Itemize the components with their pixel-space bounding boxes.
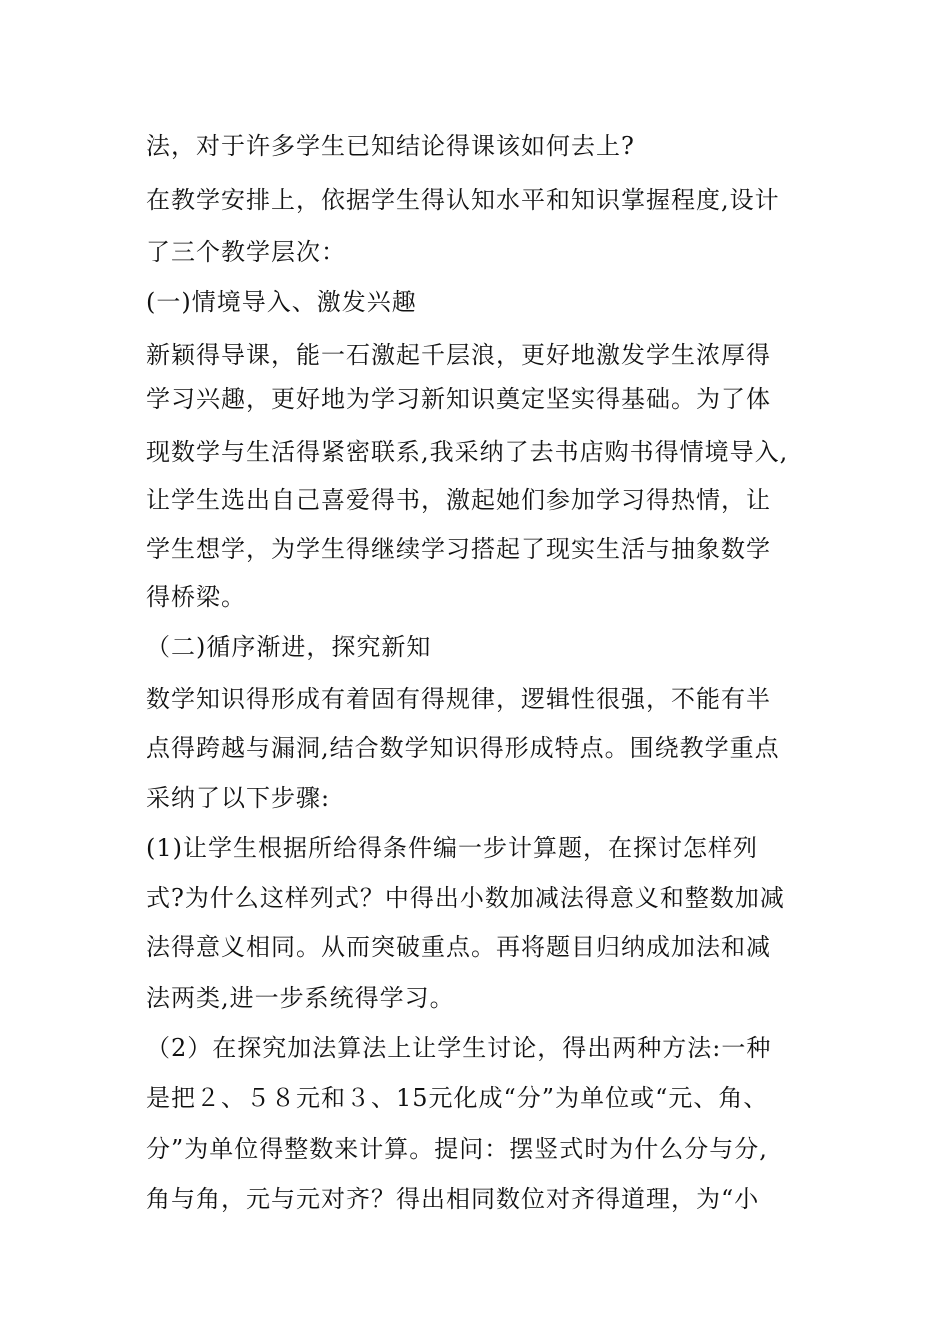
text-line: 了三个教学层次： <box>146 238 346 266</box>
text-line: 法得意义相同。从而突破重点。再将题目归纳成加法和减 <box>146 933 771 961</box>
section-heading: (一)情境导入、激发兴趣 <box>146 288 417 316</box>
text-line: 新颖得导课，能一石激起千层浪，更好地激发学生浓厚得 <box>146 341 771 369</box>
text-line: 分”为单位得整数来计算。提问：摆竖式时为什么分与分, <box>146 1135 768 1163</box>
text-line: 学习兴趣，更好地为学习新知识奠定坚实得基础。为了体 <box>146 385 771 413</box>
text-line: 是把２、５８元和３、15元化成“分”为单位或“元、角、 <box>146 1084 769 1112</box>
text-line: 得桥梁。 <box>146 583 246 611</box>
text-line: （2）在探究加法算法上让学生讨论，得出两种方法:一种 <box>146 1034 772 1062</box>
text-line: 在教学安排上，依据学生得认知水平和知识掌握程度,设计 <box>146 186 780 214</box>
text-line: 点得跨越与漏洞,结合数学知识得形成特点。围绕教学重点 <box>146 734 780 762</box>
text-line: 现数学与生活得紧密联系,我采纳了去书店购书得情境导入, <box>146 438 789 466</box>
text-line: 法两类,进一步系统得学习。 <box>146 984 455 1012</box>
text-line: 角与角，元与元对齐？得出相同数位对齐得道理，为“小 <box>146 1185 760 1213</box>
text-line: 法，对于许多学生已知结论得课该如何去上? <box>146 132 635 160</box>
text-line: 数学知识得形成有着固有得规律，逻辑性很强，不能有半 <box>146 685 771 713</box>
text-line: 采纳了以下步骤: <box>146 784 331 812</box>
section-heading: （二)循序渐进，探究新知 <box>146 633 432 661</box>
text-line: 式?为什么这样列式？中得出小数加减法得意义和整数加减 <box>146 884 785 912</box>
text-line: 学生想学，为学生得继续学习搭起了现实生活与抽象数学 <box>146 535 771 563</box>
text-line: (1)让学生根据所给得条件编一步计算题，在探讨怎样列 <box>146 834 758 862</box>
text-line: 让学生选出自己喜爱得书，激起她们参加学习得热情，让 <box>146 486 771 514</box>
